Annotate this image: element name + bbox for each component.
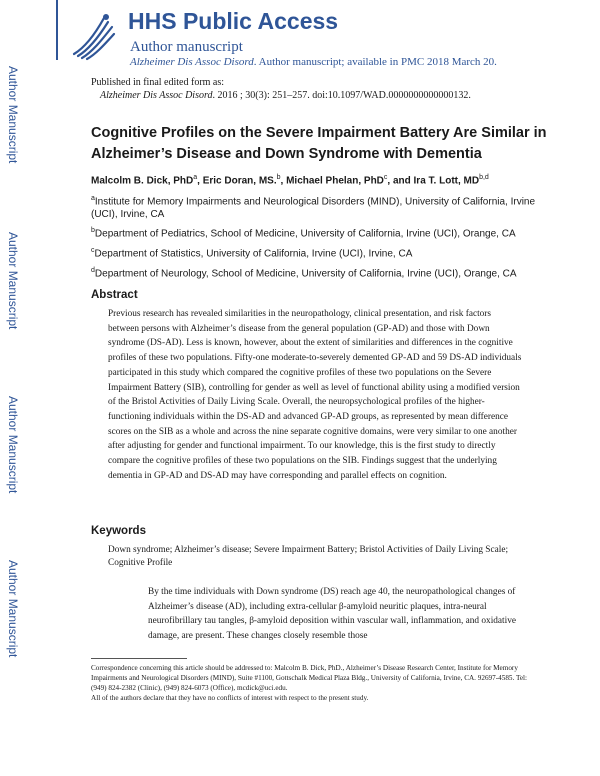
citation-line (100, 90, 471, 101)
header-divider-bar (56, 0, 58, 60)
side-label-author-manuscript-1: Author Manuscript (6, 66, 20, 164)
affiliation-b (91, 224, 536, 240)
author-name: Michael Phelan, PhD (286, 175, 384, 187)
citation-journal: Alzheimer Dis Assoc Disord (100, 90, 213, 101)
author-separator: , and (387, 175, 414, 187)
author-separator: , (280, 175, 287, 187)
correspondence-footnote: Correspondence concerning this article should be addressed to: Malcolm B. Dick, PhD., Alzheimer’s Disease Research Center, Institute for Memory Impairments and Neurological Disorders (MIND), Suite #1100, Gottschalk Medical Plaza Bldg., University of California, Irvine, CA. 92697-4585. Tel: (949) 824-2382 (Clinic), (949) 824-6073 (Office), mcdick@uci.edu. (91, 664, 528, 692)
author-affiliation-mark: b (276, 174, 281, 181)
author-name: Eric Doran, MS. (202, 175, 277, 187)
side-label-author-manuscript-4: Author Manuscript (6, 560, 20, 658)
author-name: Ira T. Lott, MD (413, 175, 480, 187)
side-label-author-manuscript-2: Author Manuscript (6, 232, 20, 330)
affiliation-text: Department of Neurology, School of Medicine, University of California, Irvine (UCI), Orange, CA (94, 268, 517, 280)
footnote-rule (91, 658, 187, 659)
affiliation-a (91, 192, 536, 221)
published-label: Published in final edited form as: (91, 77, 225, 88)
affiliation-mark: d (91, 267, 95, 274)
affiliation-text: Department of Statistics, University of California, Irvine (UCI), Irvine, CA (94, 248, 413, 260)
affiliation-mark: c (91, 247, 95, 254)
side-label-author-manuscript-3: Author Manuscript (6, 396, 20, 494)
affiliation-mark: a (91, 195, 95, 202)
affiliation-c (91, 244, 536, 260)
hhs-public-access-title: HHS Public Access (128, 8, 339, 34)
author-affiliation-mark: c (383, 174, 388, 181)
availability-text: . Author manuscript; available in PMC 2018 March 20. (253, 56, 497, 68)
author-list (91, 174, 561, 186)
article-title: Cognitive Profiles on the Severe Impairment Battery Are Similar in Alzheimer’s Disease and Down Syndrome with Dementia (91, 125, 547, 162)
affiliation-text: Department of Pediatrics, School of Medicine, University of California, Irvine (UCI), Orange, CA (94, 228, 516, 240)
affiliation-text: Institute for Memory Impairments and Neurological Disorders (MIND), University of California, Irvine (UCI), Irvine, CA (91, 196, 536, 221)
affiliation-d (91, 264, 536, 280)
keywords-heading: Keywords (91, 525, 146, 537)
author-name: Malcolm B. Dick, PhD (91, 175, 194, 187)
author-manuscript-subtitle: Author manuscript (130, 39, 243, 55)
author-affiliation-mark: a (193, 174, 198, 181)
conflict-footnote: All of the authors declare that they have no conflicts of interest with respect to the present study. (91, 694, 369, 702)
hhs-eagle-icon (70, 12, 116, 62)
body-paragraph: By the time individuals with Down syndrome (DS) reach age 40, the neuropathological changes of Alzheimer’s disease (AD), including extra-cellular β-amyloid neuritic plaques, intra-neural neurofibrillary tau tangles, β-amyloid deposition within vascular wall, inflammation, and oxidative damage, are present. These changes closely resemble those (148, 587, 516, 641)
author-separator: , (197, 175, 203, 187)
citation-details: . 2016 ; 30(3): 251–257. doi:10.1097/WAD.0000000000000132. (212, 90, 471, 101)
abstract-heading: Abstract (91, 289, 138, 301)
affiliation-mark: b (91, 227, 95, 234)
author-affiliation-mark: b,d (479, 174, 489, 181)
journal-name: Alzheimer Dis Assoc Disord (130, 56, 254, 68)
journal-availability-line (130, 56, 497, 68)
abstract-text: Previous research has revealed similarities in the neuropathology, clinical presentation, and risk factors between persons with Alzheimer’s disease from the general population (GP-AD) and those with Down syndrome (DS-AD). Less is known, however, about the extent of similarities and differences in the cognitive profiles of these two populations. Fifty-one moderate-to-severely demented GP-AD and 59 DS-AD individuals participated in this study which compared the cognitive profiles of these two populations on the Severe Impairment Battery (SIB), controlling for gender as well as level of functional ability using a modified version of the Bristol Activities of Daily Living Scale. Overall, the neuropsychological profiles of the higher-functioning individuals within the DS-AD and advanced GP-AD groups, as represented by mean difference scores on the SIB as a whole and across the nine separate cognitive domains, were very similar to one another after adjusting for gender and functional impairment. To our knowledge, this is the first study to directly compare the cognitive profiles of these two populations on the SIB. Findings suggest that the underlying dementia in GP-AD and DS-AD may have corresponding and parallel effects on cognition. (108, 309, 522, 481)
keywords-text: Down syndrome; Alzheimer’s disease; Severe Impairment Battery; Bristol Activities of Daily Living Scale; Cognitive Profile (108, 545, 509, 568)
